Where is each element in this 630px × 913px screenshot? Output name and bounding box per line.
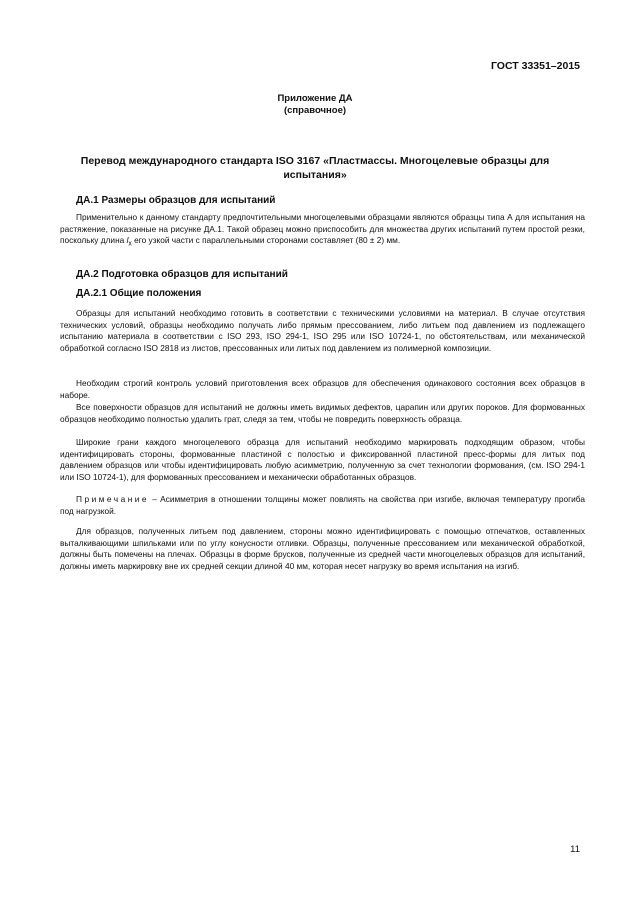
- annex-subtitle: (справочное): [283, 105, 347, 116]
- paragraph-da21-3: Все поверхности образцов для испытаний не должны иметь видимых дефектов, царапин или других пороков. Для формованных образцов необходимо полностью удалить грат, следя за тем, чтобы не повредить поверхность образца.: [60, 402, 585, 424]
- length-variable: l: [126, 235, 129, 246]
- note-label: Примечание: [76, 494, 150, 504]
- standard-number: ГОСТ 33351–2015: [490, 60, 580, 72]
- page-number: 11: [570, 844, 580, 855]
- note-paragraph: [60, 494, 585, 517]
- paragraph-da1: [60, 212, 585, 250]
- section-heading-da1: ДА.1 Размеры образцов для испытаний: [76, 195, 276, 206]
- paragraph-da1-text-a: Применительно к данному стандарту предпочтительными многоцелевыми образцами являются образцы типа А для испытания на растяжение, показанные на рисунке ДА.1. Такой образец можно приспособить для множества других испытаний путем простой резки, поскольку длина: [60, 212, 585, 246]
- length-variable-subscript: x: [128, 240, 132, 248]
- paragraph-da1-text-b: его узкой части с параллельными сторонами составляет (80 ± 2) мм.: [131, 235, 401, 246]
- section-heading-da2: ДА.2 Подготовка образцов для испытаний: [76, 269, 288, 280]
- section-heading-da21: ДА.2.1 Общие положения: [76, 288, 202, 299]
- paragraph-da21-5: Для образцов, полученных литьем под давлением, стороны можно идентифицировать с помощью отпечатков, оставленных выталкивающими шпильками или по углу конусности отливки. Образцы, полученные прессованием или механической обработкой, должны быть помечены на плечах. Образцы в форме брусков, полученные из средней части многоцелевых образцов для испытаний, должны иметь маркировку вне их средней секции длиной 40 мм, которая несет нагрузку во время испытания на изгиб.: [60, 526, 585, 571]
- paragraph-da21-4: Широкие грани каждого многоцелевого образца для испытаний необходимо маркировать подходящим образом, чтобы идентифицировать стороны, формованные пластиной с полостью и фиксированной пластиной пресс-формы для литых под давлением образцов или чтобы идентифицировать любую асимметрию, полученную за счет технологии формования, (см. ISO 294-1 или ISO 10724-1), для формованных прессованием и механически обработанных образцов.: [60, 437, 585, 482]
- document-title: Перевод международного стандарта ISO 3167 «Пластмассы. Многоцелевые образцы для испытания»: [80, 155, 550, 181]
- paragraph-da21-1: Образцы для испытаний необходимо готовить в соответствии с техническими условиями на материал. В случае отсутствия технических условий, образцы необходимо получать либо прямым прессованием, либо литьем под давлением из подлежащего испытанию материала в соответствии с ISO 293, ISO 294-1, ISO 295 или ISO 10724-1, по обстоятельствам, или механической обработкой согласно ISO 2818 из листов, прессованных или литых под давлением из полимерной композиции.: [60, 308, 585, 353]
- note-text: – Асимметрия в отношении толщины может повлиять на свойства при изгибе, включая температуру прогиба под нагрузкой.: [60, 494, 585, 516]
- paragraph-da21-2: Необходим строгий контроль условий приготовления всех образцов для обеспечения одинакового состояния всех образцов в наборе.: [60, 378, 585, 400]
- annex-title: Приложение ДА: [277, 93, 353, 104]
